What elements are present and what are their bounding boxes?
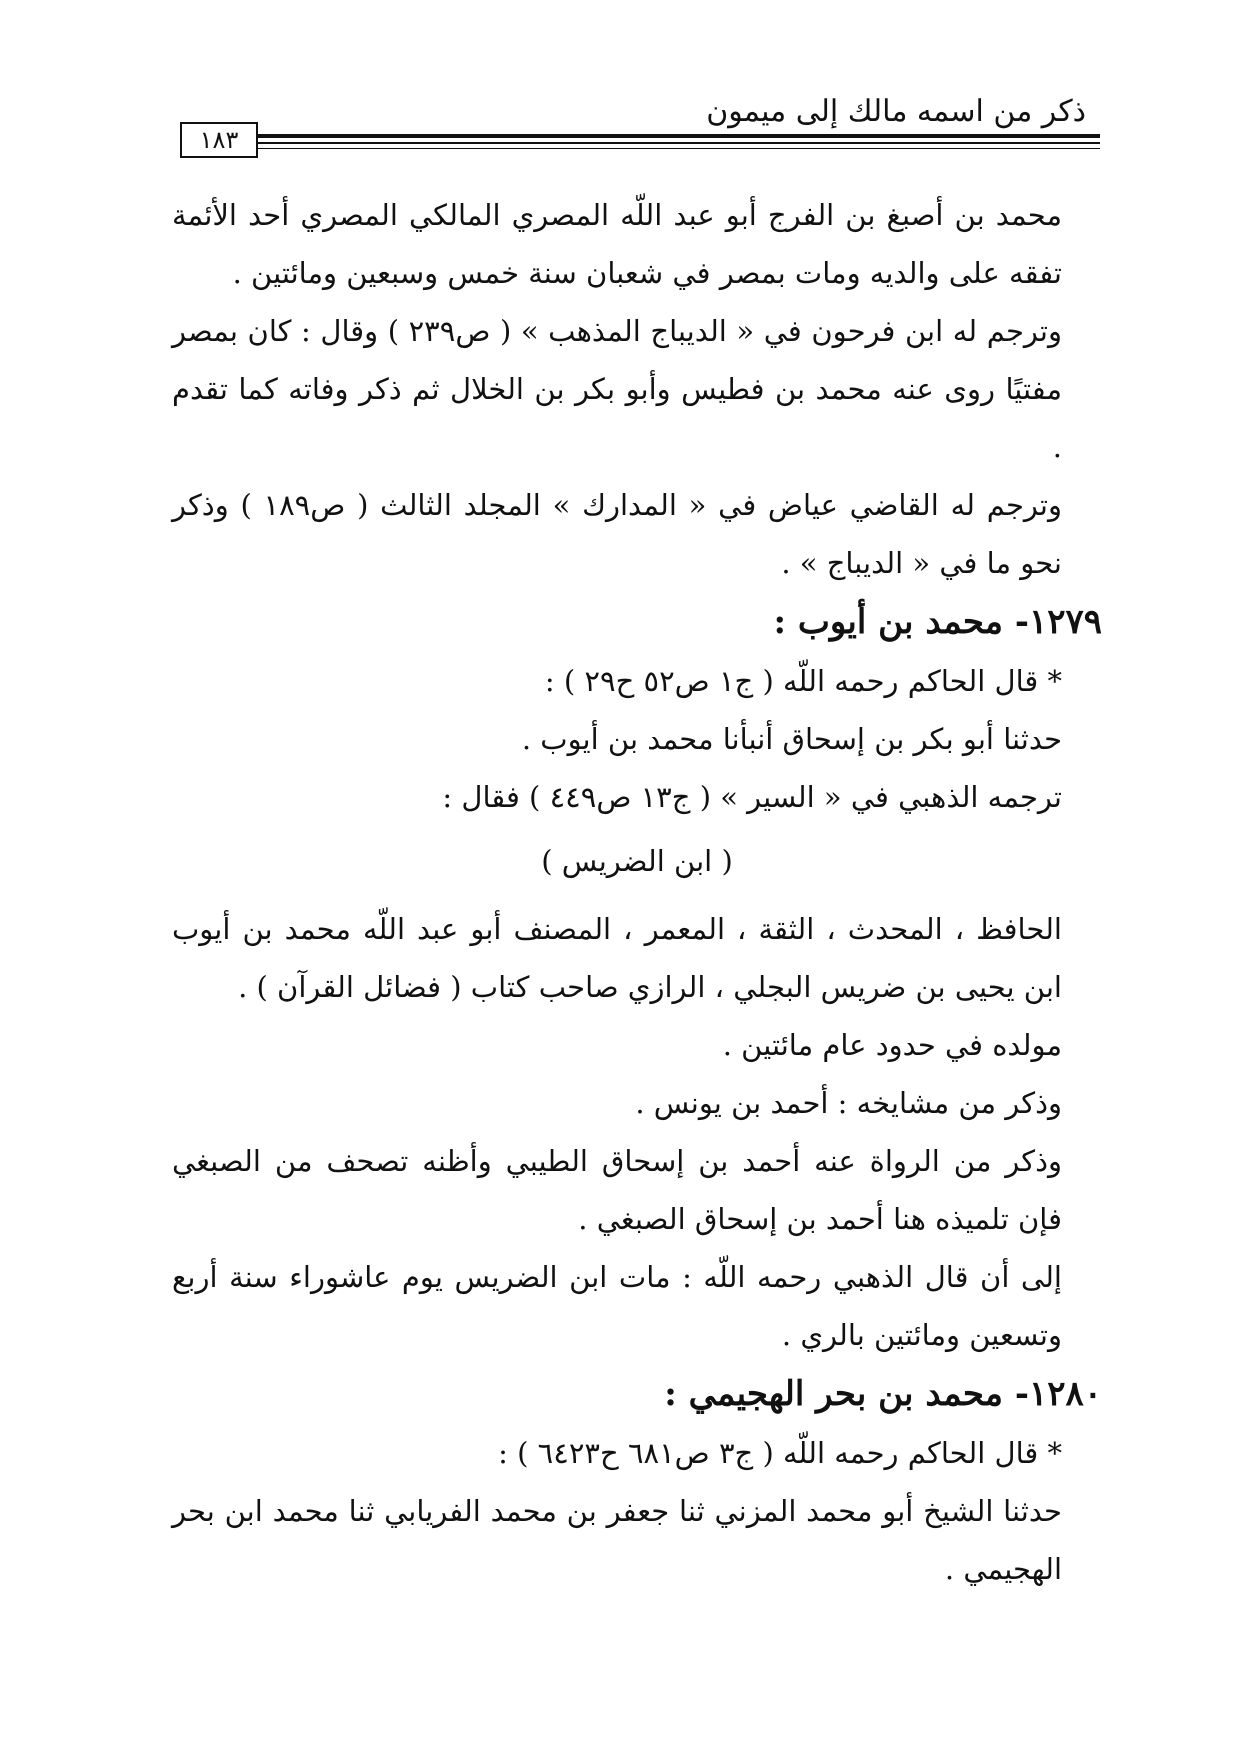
header-rule-thin [258,142,1100,144]
hakim-citation-1279: * قال الحاكم رحمه اللّه ( ج١ ص٥٢ ح٢٩ ) : [544,664,1062,698]
hakim-citation-1280: * قال الحاكم رحمه اللّه ( ج٣ ص٦٨١ ح٦٤٢٣ ) : [498,1436,1062,1470]
header-rule-thick [258,134,1100,138]
paragraph-qadi-iyad: وترجم له القاضي عياض في « المدارك » المجلد الثالث ( ص١٨٩ ) وذكر نحو ما في « الديباج » . [172,488,1062,580]
narration-1279: حدثنا أبو بكر بن إسحاق أنبأنا محمد بن أيوب . [521,722,1062,756]
paragraph-biography: محمد بن أصبغ بن الفرج أبو عبد اللّه المصري المالكي المصري أحد الأئمة تفقه على والديه ومات بمصر في شعبان سنة خمس وسبعين ومائتين . [172,198,1062,290]
header-title: ذكر من اسمه مالك إلى ميمون [706,94,1086,129]
header-rule-thin-lower [258,148,1100,149]
bio-1279: الحافظ ، المحدث ، الثقة ، المعمر ، المصنف أبو عبد اللّه محمد بن أيوب ابن يحيى بن ضريس البجلي ، الرازي صاحب كتاب ( فضائل القرآن ) . [172,912,1062,1004]
birth-1279: مولده في حدود عام مائتين . [722,1028,1062,1062]
paragraph-ibn-farhun: وترجم له ابن فرحون في « الديباج المذهب » ( ص٢٣٩ ) وقال : كان بمصر مفتيًا روى عنه محمد بن فطيس وأبو بكر بن الخلال ثم ذكر وفاته كما تقدم . [172,314,1062,464]
dhahabi-citation-1279: ترجمه الذهبي في « السير » ( ج١٣ ص٤٤٩ ) فقال : [442,780,1062,814]
running-header [180,92,1100,152]
shuyukh-1279: وذكر من مشايخه : أحمد بن يونس . [635,1086,1062,1120]
subtitle-ibn-al-durays: ( ابن الضريس ) [541,844,733,878]
page-number: ١٨٣ [180,122,258,158]
narration-1280: حدثنا الشيخ أبو محمد المزني ثنا جعفر بن محمد الفريابي ثنا محمد ابن بحر الهجيمي . [172,1494,1062,1586]
death-1279: إلى أن قال الذهبي رحمه اللّه : مات ابن الضريس يوم عاشوراء سنة أربع وتسعين ومائتين بالري . [172,1260,1062,1352]
entry-heading-1280: ١٢٨٠- محمد بن بحر الهجيمي : [664,1374,1102,1414]
entry-heading-1279: ١٢٧٩- محمد بن أيوب : [773,602,1102,642]
ruwat-1279: وذكر من الرواة عنه أحمد بن إسحاق الطيبي وأظنه تصحف من الصبغي فإن تلميذه هنا أحمد بن إسحاق الصبغي . [172,1144,1062,1236]
page-body [172,186,1102,1598]
